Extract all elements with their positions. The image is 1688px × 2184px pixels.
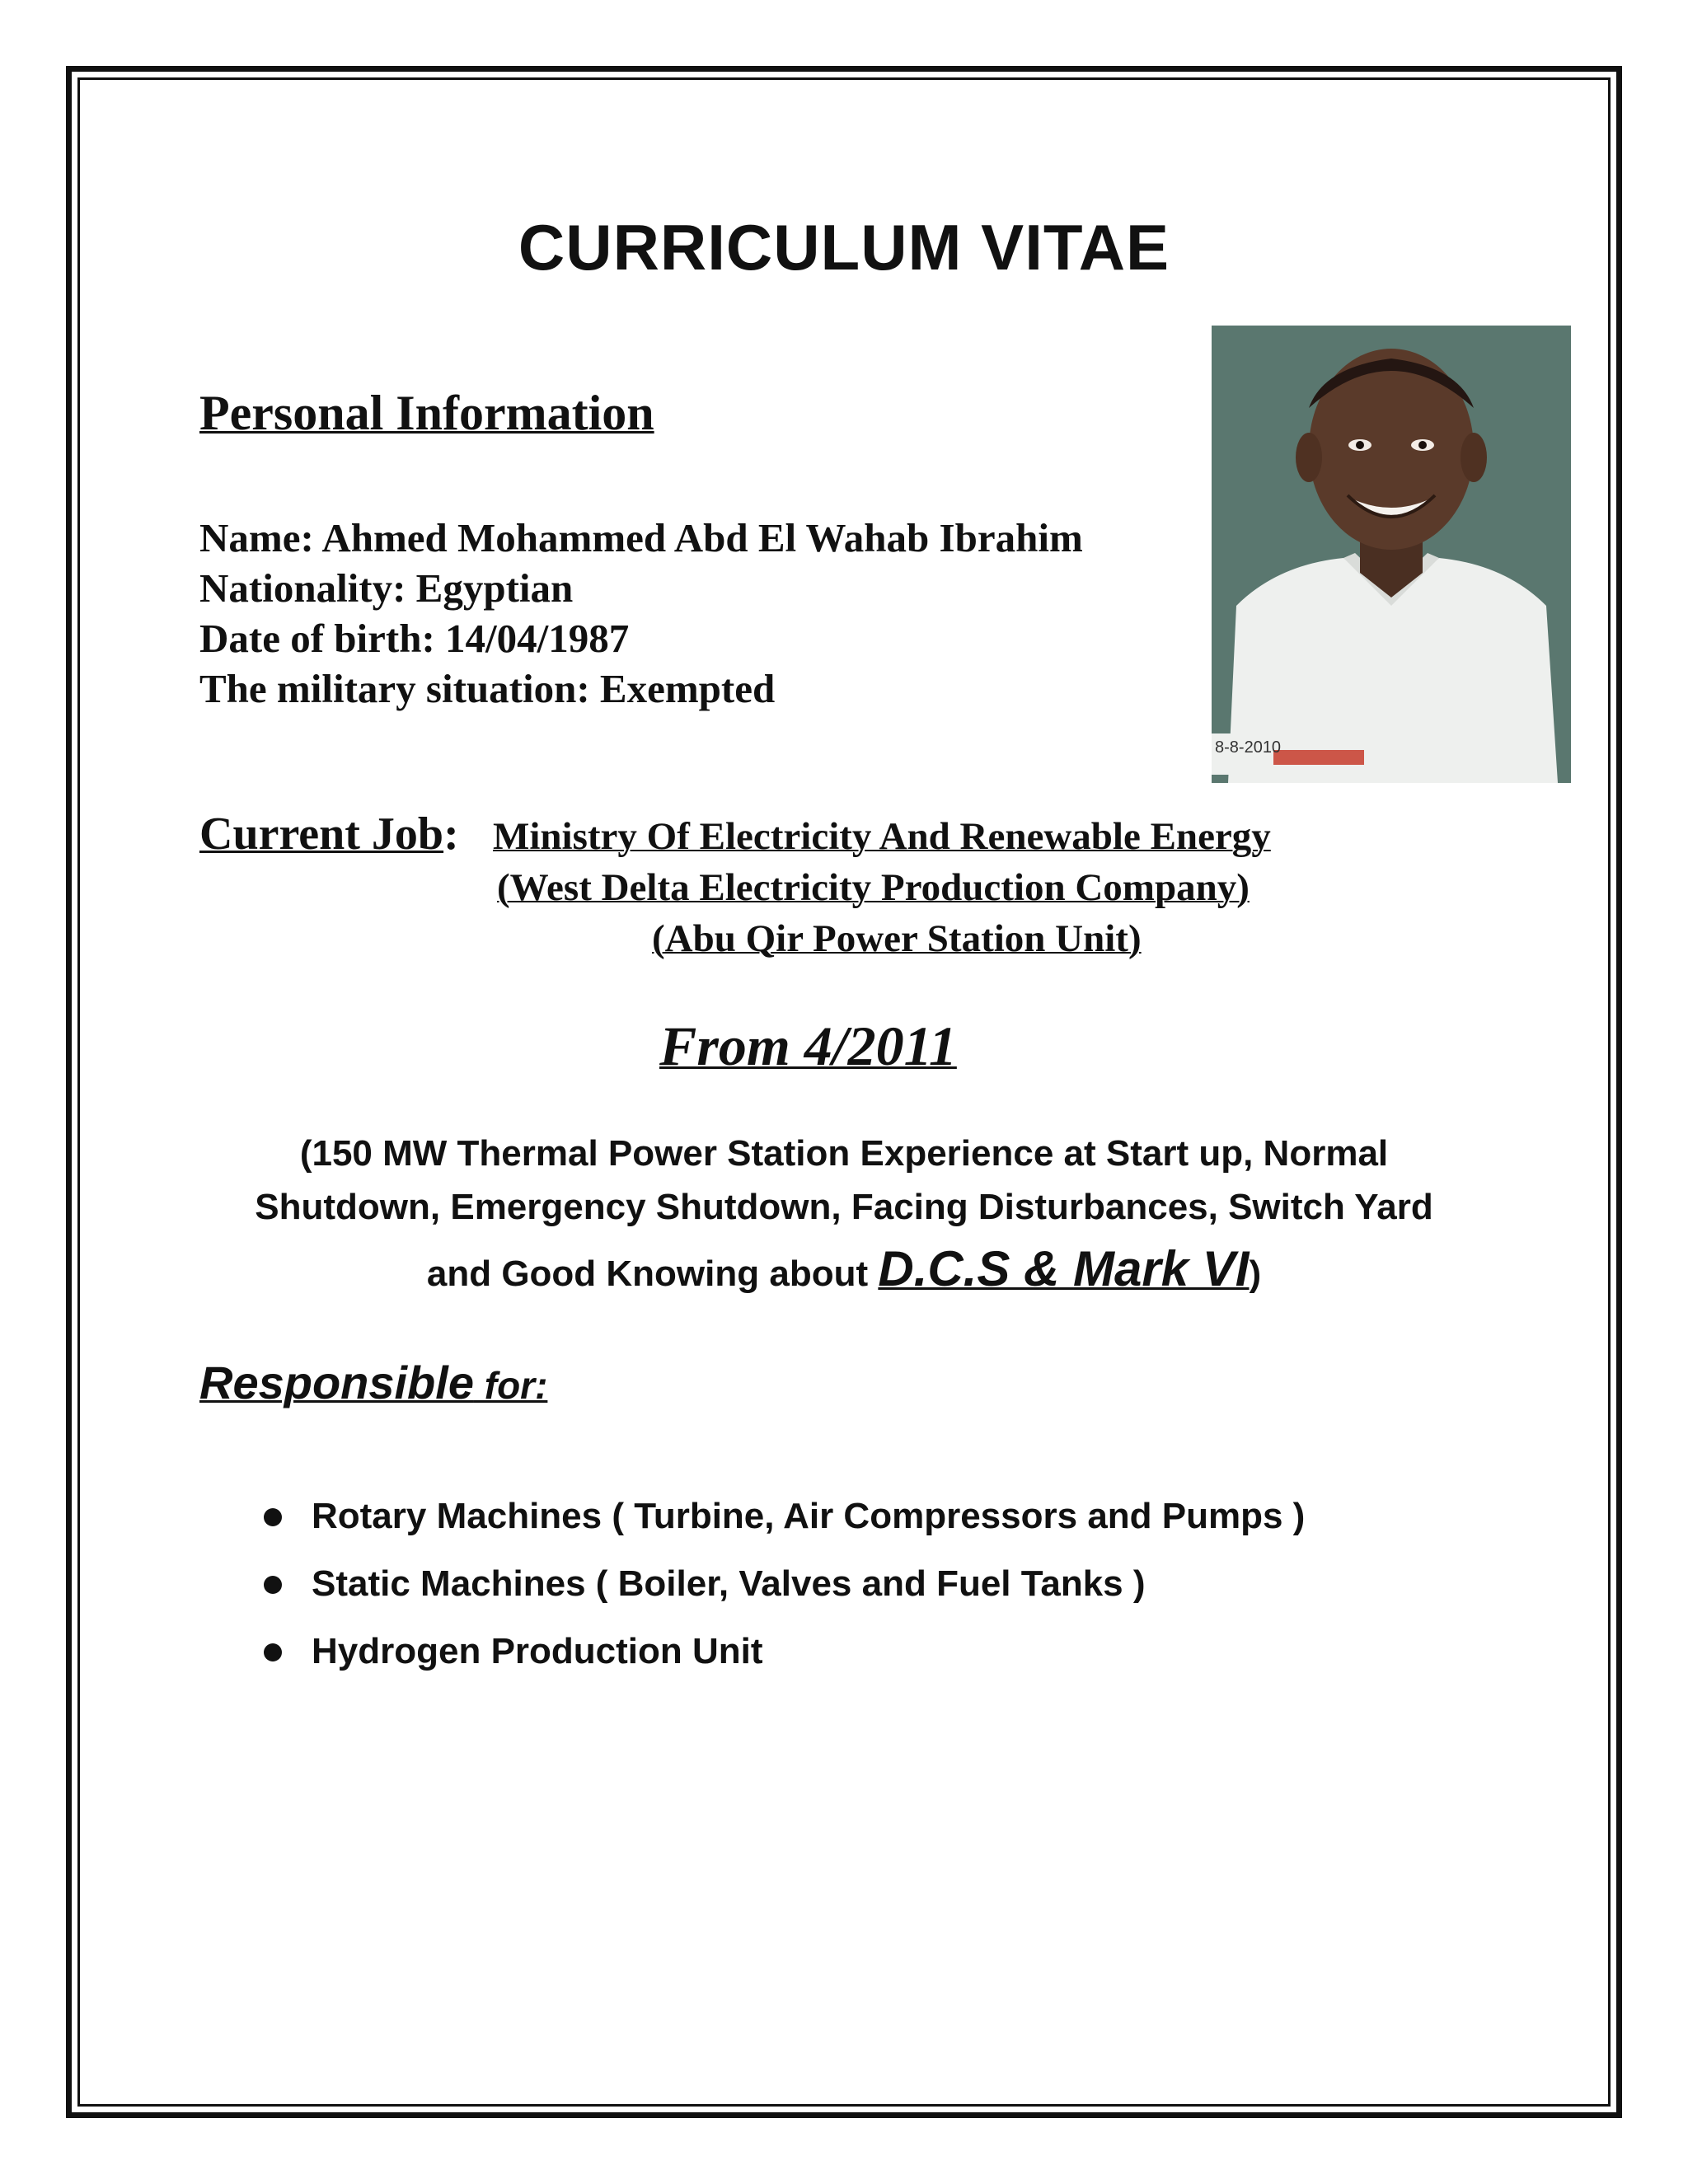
personal-info-block xyxy=(199,513,1083,714)
job-line-unit: (Abu Qir Power Station Unit) xyxy=(652,917,1142,960)
photo-date-stamp: 8-8-2010 xyxy=(1215,738,1282,757)
nationality-line: Nationality: Egyptian xyxy=(199,565,574,611)
job-line-ministry: Ministry Of Electricity And Renewable Energy xyxy=(493,815,1271,858)
name-line: Name: Ahmed Mohammed Abd El Wahab Ibrahim xyxy=(199,515,1083,560)
responsible-word: Responsible xyxy=(199,1357,474,1408)
list-item-text: Static Machines ( Boiler, Valves and Fuel Tanks ) xyxy=(312,1563,1146,1604)
bullet-icon xyxy=(264,1508,282,1526)
profile-photo xyxy=(1212,326,1571,783)
portrait-illustration xyxy=(1212,326,1571,783)
experience-emphasis: D.C.S & Mark VI xyxy=(878,1241,1250,1296)
experience-line-3 xyxy=(0,1240,1688,1297)
dob-line: Date of birth: 14/04/1987 xyxy=(199,616,630,661)
document-title: CURRICULUM VITAE xyxy=(518,211,1170,284)
experience-line-3-suffix: ) xyxy=(1249,1254,1262,1294)
job-start-date: From 4/2011 xyxy=(659,1015,957,1077)
list-item xyxy=(264,1627,1305,1694)
list-item xyxy=(264,1559,1305,1627)
current-job-heading xyxy=(199,808,459,860)
experience-line-2: Shutdown, Emergency Shutdown, Facing Disturbances, Switch Yard xyxy=(255,1187,1433,1227)
responsible-for: for: xyxy=(473,1364,548,1407)
bullet-icon xyxy=(264,1576,282,1594)
experience-line-1: (150 MW Thermal Power Station Experience at Start up, Normal xyxy=(299,1133,1389,1174)
list-item-text: Rotary Machines ( Turbine, Air Compressors and Pumps ) xyxy=(312,1496,1306,1536)
bullet-icon xyxy=(264,1643,282,1661)
list-item xyxy=(264,1492,1305,1559)
military-line: The military situation: Exempted xyxy=(199,666,776,711)
responsible-heading xyxy=(199,1356,547,1409)
list-item-text: Hydrogen Production Unit xyxy=(312,1631,763,1671)
job-line-company: (West Delta Electricity Production Company) xyxy=(497,866,1250,909)
current-job-colon: : xyxy=(443,808,459,860)
experience-line-3-prefix: and Good Knowing about xyxy=(426,1254,879,1294)
responsibilities-list xyxy=(264,1492,1305,1694)
personal-info-heading: Personal Information xyxy=(199,386,654,440)
current-job-label: Current Job xyxy=(199,808,444,860)
